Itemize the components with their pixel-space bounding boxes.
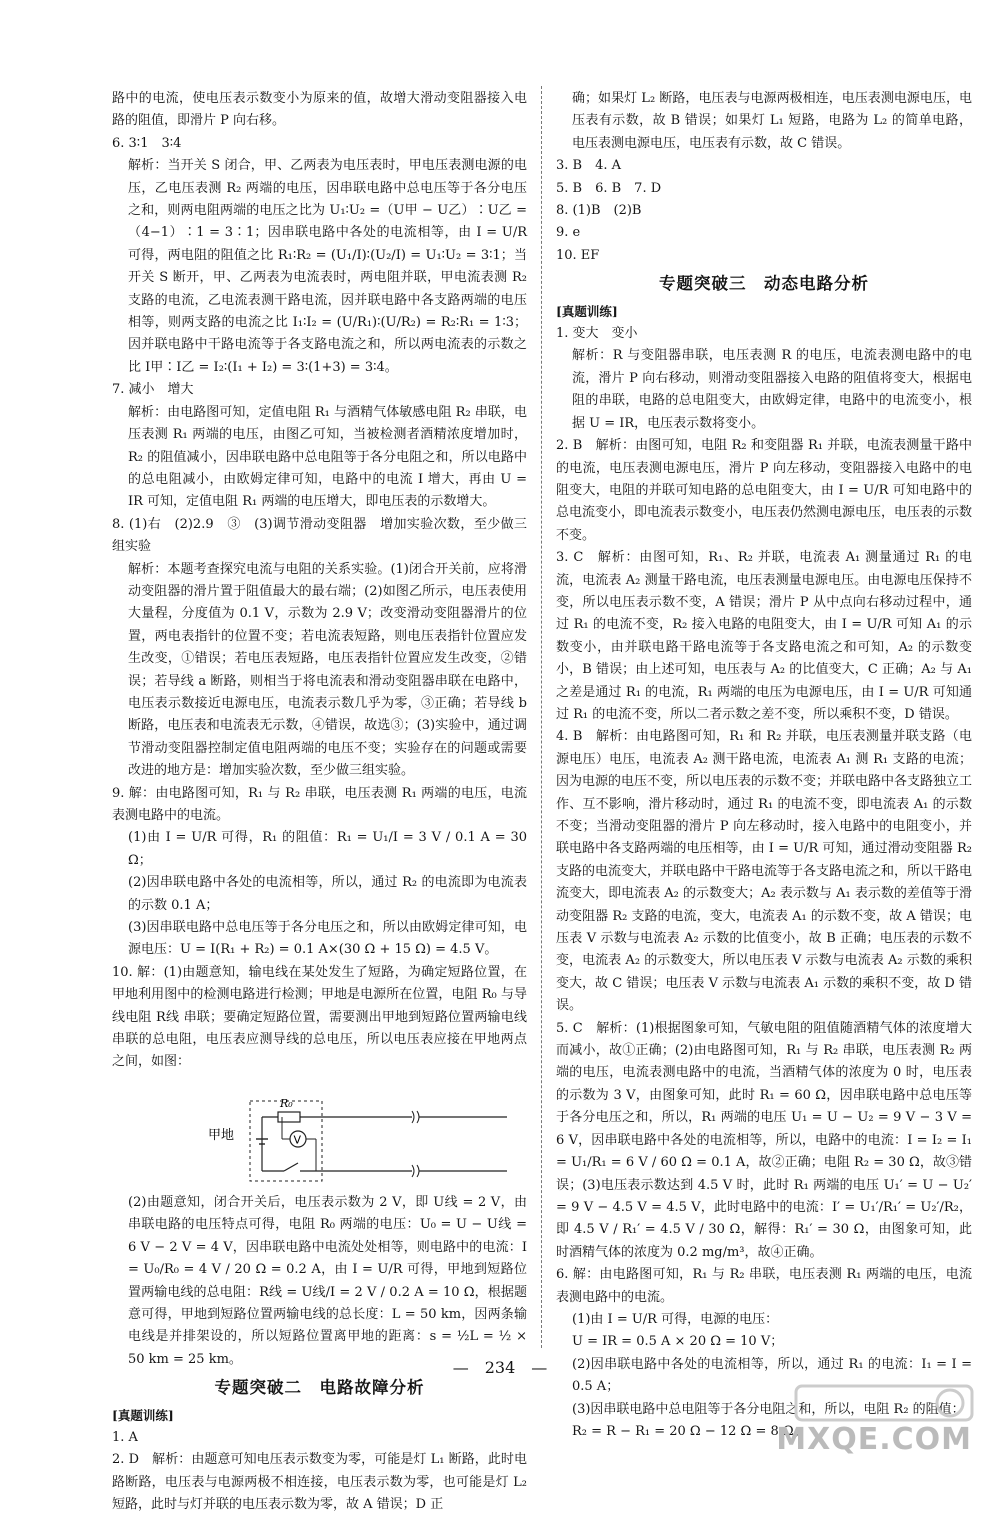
text-line: (1)由 I = U/R 可得，电源的电压： bbox=[572, 1311, 779, 1327]
text-line: 8. (1)B (2)B bbox=[556, 203, 642, 219]
place-label: 甲地 bbox=[208, 1127, 235, 1143]
text-line: 4. B 解析：由电路图可知，R₁ 和 R₂ 并联，电压表测量并联支路（电源电压）电压，电流表 A₂ 测干路电流，电流表 A₁ 测 R₁ 支路的电流；因为电源的电压不变，所以电压表的示数不变；并联电路中各支路独立工作、互不影响，滑片移动时，通过 R₁ 的电流不变，即电流表 A₁ 的示数不变；当滑动变阻器的滑片 P 向左移动时，接入电路中的电阻变小，并联电路中各支路两端的电压相等，由 I = U/R 可知，通过滑动变阻器 R₂ 支路的电流变大，并联电路中干路电流等于各支路电流之和，所以干路电流变大，即电流表 A₂ 的示数变大；A₂ 表示数与 A₁ 表示数的差值等于滑动变阻器 R₂ 支路的电流，变大，电流表 A₁ 的示数不变，故 A 错误；电压表 V 示数与电流表 A₂ 示数的比值变小，故 B 正确；电压表的示数不变，电流表 A₂ 的示数变大，所以电压表 V 示数与电流表 A₂ 示数的乘积变大，故 C 错误；电压表 V 示数与电流表 A₁ 示数的乘积不变，故 D 错误。 bbox=[556, 729, 973, 1014]
watermark-text: MXQE.COM bbox=[776, 1422, 972, 1457]
text-line: 10. EF bbox=[556, 247, 600, 263]
text-line: 1. A bbox=[112, 1429, 138, 1445]
text-line: (3)因串联电路中总电阻等于各分电阻之和，所以，电阻 R₂ 的阻值： bbox=[572, 1401, 965, 1417]
section-title-3: 专题突破三 动态电路分析 bbox=[659, 274, 869, 294]
text-line: 确；如果灯 L₂ 断路，电压表与电源两极相连，电压表测电源电压，电压表有示数，故 B 错误；如果灯 L₁ 短路，电路为 L₂ 的简单电路，电压表测电源电压，电压表有示数，故 C 错误。 bbox=[572, 91, 972, 151]
column-divider bbox=[541, 86, 542, 1348]
text-line: U = IR = 0.5 A × 20 Ω = 10 V； bbox=[572, 1334, 784, 1350]
text-line: (1)由 I = U/R 可得，R₁ 的阻值：R₁ = U₁/I = 3 V / 0.1 A = 30 Ω； bbox=[128, 830, 527, 868]
text-line: 6. 解：由电路图可知，R₁ 与 R₂ 串联，电压表测 R₁ 两端的电压，电流表测电路中的电流。 bbox=[556, 1267, 972, 1305]
section-tag: [真题训练] bbox=[556, 303, 618, 319]
text-line: 解析：本题考查探究电流与电阻的关系实验。(1)闭合开关前，应将滑动变阻器的滑片置于阻值最大的最右端；(2)如图乙所示，电压表使用大量程，分度值为 0.1 V，示数为 2.9 V；改变滑动变阻器滑片的位置，两电表指针的位置不变；若电流表短路，则电压表指针位置应发生改变，①错误；若电压表短路，电压表指针位置应发生改变，②错误；若导线 a 断路，则相当于将电流表和滑动变阻器串联在电路中，电压表示数接近电源电压，电流表示数几乎为零，③正确；若导线 b 断路，电压表和电流表无示数，④错误，故选③；(3)实验中，通过调节滑动变阻器控制定值电阻两端的电压不变；实验存在的问题或需要改进的地方是：增加实验次数，至少做三组实验。 bbox=[128, 561, 527, 779]
text-line: 10. 解：(1)由题意知，输电线在某处发生了短路，为确定短路位置，在甲地利用图中的检测电路进行检测；甲地是电源所在位置，电阻 R₀ 与导线电阻 R线 串联；要确定短路位置，需要测出甲地到短路位置两输电线串联的总电阻，电压表应测导线的总电压，所以电压表应接在甲地两点之间，如图： bbox=[112, 964, 527, 1070]
text-line: 解析：R 与变阻器串联，电压表测 R 的电压，电流表测电路中的电流，滑片 P 向右移动，则滑动变阻器接入电路的阻值将变大，根据电阻的串联，电路的总电阻变大，由欧姆定律，电路中的电流变小，根据 U = IR，电压表示数将变小。 bbox=[572, 348, 972, 431]
text-line: (2)因串联电路中各处的电流相等，所以，通过 R₁ 的电流：I₁ = I = 0.5 A； bbox=[572, 1356, 972, 1395]
text-line: 路中的电流，使电压表示数变小为原来的值，故增大滑动变阻器接入电路的阻值，即滑片 P 向右移。 bbox=[112, 91, 527, 129]
text-line: 3. C 解析：由图可知，R₁、R₂ 并联，电流表 A₁ 测量通过 R₁ 的电流，电流表 A₂ 测量干路电流，电压表测量电源电压。由电源电压保持不变，所以电压表示数不变，A 错误；滑片 P 从中点向右移动过程中，通过 R₁ 的电流不变，R₂ 接入电路的电阻变大，由 I = U/R 可知 A₁ 的示数变小，由并联电路干路电流等于各支路电流之和可知，A₂ 的示数变小，B 错误；由上述可知，电压表与 A₂ 的比值变大，C 正确；A₂ 与 A₁ 之差是通过 R₁ 的电流，R₁ 两端的电压为电源电压，由 I = U/R 可知通过 R₁ 的电流不变，所以二者示数之差不变，所以乘积不变，D 错误。 bbox=[556, 550, 972, 722]
text-line: 5. B 6. B 7. D bbox=[556, 180, 662, 196]
text-line: 7. 减小 增大 bbox=[112, 382, 194, 398]
right-column bbox=[556, 88, 972, 1443]
text-line: 6. 3∶1 3∶4 bbox=[112, 135, 182, 151]
section-title-2: 专题突破二 电路故障分析 bbox=[214, 1378, 425, 1398]
text-line: 2. D 解析：由题意可知电压表示数变为零，可能是灯 L₁ 断路，此时电路断路，电压表与电源两极不相连接，电压表示数为零，也可能是灯 L₂ 短路，此时与灯并联的电压表示数为零，故 A 错误；D 正 bbox=[112, 1452, 527, 1513]
section-tag: [真题训练] bbox=[112, 1407, 174, 1423]
circuit-figure bbox=[112, 1077, 527, 1189]
text-line: 解析：由电路图可知，定值电阻 R₁ 与酒精气体敏感电阻 R₂ 串联，电压表测 R₁ 两端的电压，由图乙可知，当被检测者酒精浓度增加时，R₂ 的阻值减小，因串联电路中总电阻等于各分电阻之和，所以电路中的总电阻减小，由欧姆定律可知，电路中的电流 I 增大，再由 U = IR 可知，定值电阻 R₁ 两端的电压增大，即电压表的示数增大。 bbox=[128, 404, 527, 510]
text-line: (3)因串联电路中总电压等于各分电压之和，所以由欧姆定律可知，电源电压：U = I(R₁ + R₂) = 0.1 A×(30 Ω + 15 Ω) = 4.5 V。 bbox=[128, 920, 527, 958]
text-line: 3. B 4. A bbox=[556, 158, 622, 174]
text-line: 解析：当开关 S 闭合，甲、乙两表为电压表时，甲电压表测电源的电压，乙电压表测 R₂ 两端的电压，因串联电路中总电压等于各分电压之和，则两电阻两端的电压之比为 U₁∶U₂ =（U甲 − U乙）∶U乙 =（4−1）∶1 = 3∶1；因串联电路中各处的电流相等，由 I = U/R 可得，两电阻的阻值之比 R₁∶R₂ = (U₁/I)∶(U₂/I) = U₁∶U₂ = 3∶1；当开关 S 断开，甲、乙两表为电流表时，两电阻并联，甲电流表测 R₂ 支路的电流，乙电流表测干路电流，因并联电路中各支路两端的电压相等，则两支路的电流之比 I₁∶I₂ = (U/R₁)∶(U/R₂) = R₂∶R₁ = 1∶3；因并联电路中干路电流等于各支路电流之和，所以两电流表的示数之比 I甲∶I乙 = I₂∶(I₁ + I₂) = 3∶(1+3) = 3∶4。 bbox=[128, 158, 527, 375]
text-line: 9. 解：由电路图可知，R₁ 与 R₂ 串联，电压表测 R₁ 两端的电压，电流表测电路中的电流。 bbox=[112, 785, 527, 823]
text-line: 9. e bbox=[556, 225, 581, 241]
page-number: — 234 — bbox=[452, 1358, 548, 1377]
text-line: (2)因串联电路中各处的电流相等，所以，通过 R₂ 的电流即为电流表的示数 0.1 A； bbox=[128, 875, 527, 913]
resistor-label: R₀ bbox=[280, 1096, 293, 1110]
text-line: 2. B 解析：由图可知，电阻 R₂ 和变阻器 R₁ 并联，电流表测量干路中的电流，电压表测电源电压，滑片 P 向左移动，变阻器接入电路中的电阻变大，电阻的并联可知电路的总电阻变大，由 I = U/R 可知电路中的总电流变小，即电流表示数变小，电压表仍然测电源电压，电压表的示数不变。 bbox=[556, 438, 973, 543]
voltmeter-label: V bbox=[293, 1133, 302, 1147]
text-line: (2)由题意知，闭合开关后，电压表示数为 2 V，即 U线 = 2 V，由串联电路的电压特点可得，电阻 R₀ 两端的电压：U₀ = U − U线 = 6 V − 2 V = 4 V，因串联电路中电流处处相等，则电路中的电流：I = U₀/R₀ = 4 V / 20 Ω = 0.2 A，由 I = U/R 可得，甲地到短路位置两输电线的总电阻：R线 = U线/I = 2 V / 0.2 A = 10 Ω，根据题意可得，甲地到短路位置两输电线的总长度：L = 50 km，因两条输电线是并排架设的，所以短路位置离甲地的距离：s = ½L = ½ × 50 km = 25 km。 bbox=[128, 1194, 527, 1367]
text-line: 8. (1)右 (2)2.9 ③ (3)调节滑动变阻器 增加实验次数，至少做三组实验 bbox=[112, 516, 527, 555]
text-line: 5. C 解析：(1)根据图象可知，气敏电阻的阻值随酒精气体的浓度增大而减小，故①正确；(2)由电路图可知，R₁ 与 R₂ 串联，电压表测 R₂ 两端的电压，电流表测电路中的电流，当酒精气体的浓度为 0 时，电压表的示数为 3 V，由图象可知，此时 R₁ = 60 Ω，因串联电路中总电压等于各分电压之和，所以，R₁ 两端的电压 U₁ = U − U₂ = 9 V − 3 V = 6 V，因串联电路中各处的电流相等，所以，电路中的电流：I = I₂ = I₁ = U₁/R₁ = 6 V / 60 Ω = 0.1 A，故②正确；电阻 R₂ = 30 Ω，故③错误；(3)电压表示数达到 4.5 V 时，此时 R₁ 两端的电压 U₁′ = U − U₂′ = 9 V − 4.5 V = 4.5 V，此时电路中的电流：I′ = U₁′/R₁′ = U₂′/R₂，即 4.5 V / R₁′ = 4.5 V / 30 Ω，解得：R₁′ = 30 Ω，由图象可知，此时酒精气体的浓度为 0.2 mg/m³，故④正确。 bbox=[556, 1020, 972, 1260]
page-number-value: 234 bbox=[484, 1358, 516, 1377]
circuit-diagram bbox=[112, 1077, 527, 1189]
left-column bbox=[112, 88, 527, 1517]
text-line: 1. 变大 变小 bbox=[556, 326, 638, 342]
text-line: R₂ = R − R₁ = 20 Ω − 12 Ω = 8 Ω。 bbox=[572, 1423, 807, 1439]
